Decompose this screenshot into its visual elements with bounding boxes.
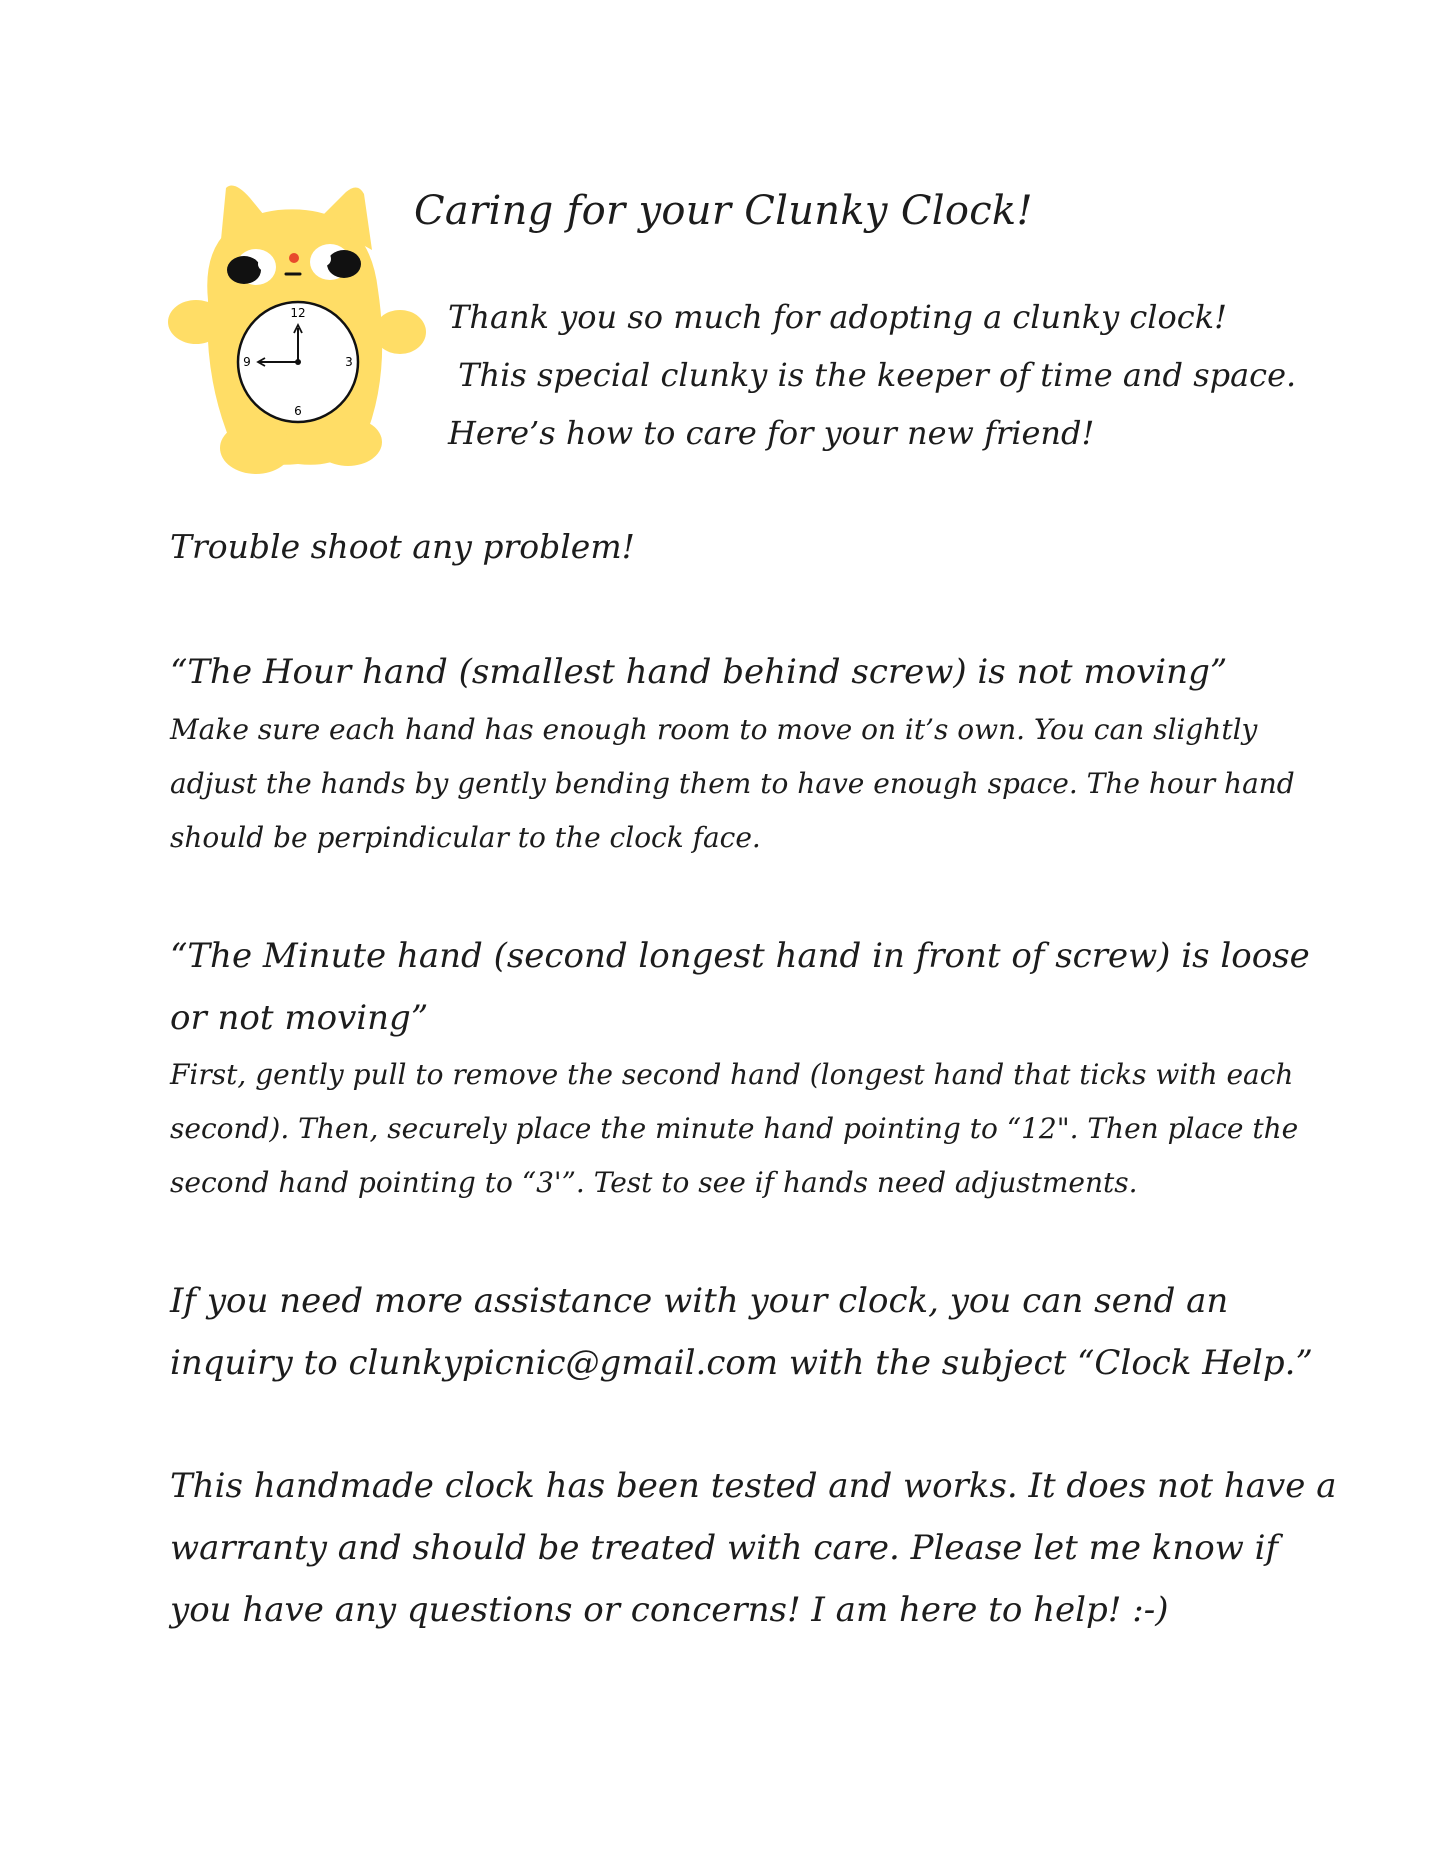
intro-line: Thank you so much for adopting a clunky clock!	[448, 298, 1227, 336]
intro-line: This special clunky is the keeper of time and space.	[448, 356, 1297, 394]
problem-title-line: “The Minute hand (second longest hand in front of screw) is loose	[170, 936, 1310, 976]
problem-title	[170, 925, 1310, 1049]
solution-line: Make sure each hand has enough room to move on it’s own. You can slightly	[170, 713, 1258, 746]
paragraph-line: This handmade clock has been tested and works. It does not have a	[170, 1466, 1337, 1506]
clock-number-9: 9	[243, 355, 251, 369]
clock-number-6: 6	[294, 404, 302, 418]
problem-title	[170, 641, 1227, 703]
solution-line: second hand pointing to “3'”. Test to see if hands need adjustments.	[170, 1166, 1138, 1199]
solution-line: adjust the hands by gently bending them to have enough space. The hour hand	[170, 767, 1295, 800]
clunky-clock-mascot-icon	[168, 180, 428, 480]
clock-number-3: 3	[345, 355, 353, 369]
problem-solution	[170, 703, 1295, 865]
intro-text	[448, 288, 1296, 462]
solution-line: should be perpindicular to the clock face.	[170, 821, 761, 854]
paragraph-line: inquiry to clunkypicnic@gmail.com with the subject “Clock Help.”	[170, 1343, 1313, 1383]
paragraph-line: If you need more assistance with your clock, you can send an	[170, 1281, 1229, 1321]
paragraph-line: warranty and should be treated with care. Please let me know if	[170, 1528, 1279, 1568]
page-title: Caring for your Clunky Clock!	[414, 188, 1033, 234]
problem-solution	[170, 1048, 1298, 1210]
intro-line: Here’s how to care for your new friend!	[448, 414, 1095, 452]
clock-number-12: 12	[290, 306, 306, 320]
troubleshoot-heading: Trouble shoot any problem!	[170, 527, 635, 566]
solution-line: First, gently pull to remove the second hand (longest hand that ticks with each	[170, 1058, 1294, 1091]
paragraph-line: you have any questions or concerns! I am here to help! :-)	[170, 1590, 1169, 1630]
solution-line: second). Then, securely place the minute hand pointing to “12". Then place the	[170, 1112, 1299, 1145]
problem-title-line: or not moving”	[170, 998, 429, 1038]
closing-paragraph	[170, 1455, 1336, 1641]
assistance-paragraph	[170, 1270, 1313, 1394]
problem-title-line: “The Hour hand (smallest hand behind screw) is not moving”	[170, 652, 1228, 692]
